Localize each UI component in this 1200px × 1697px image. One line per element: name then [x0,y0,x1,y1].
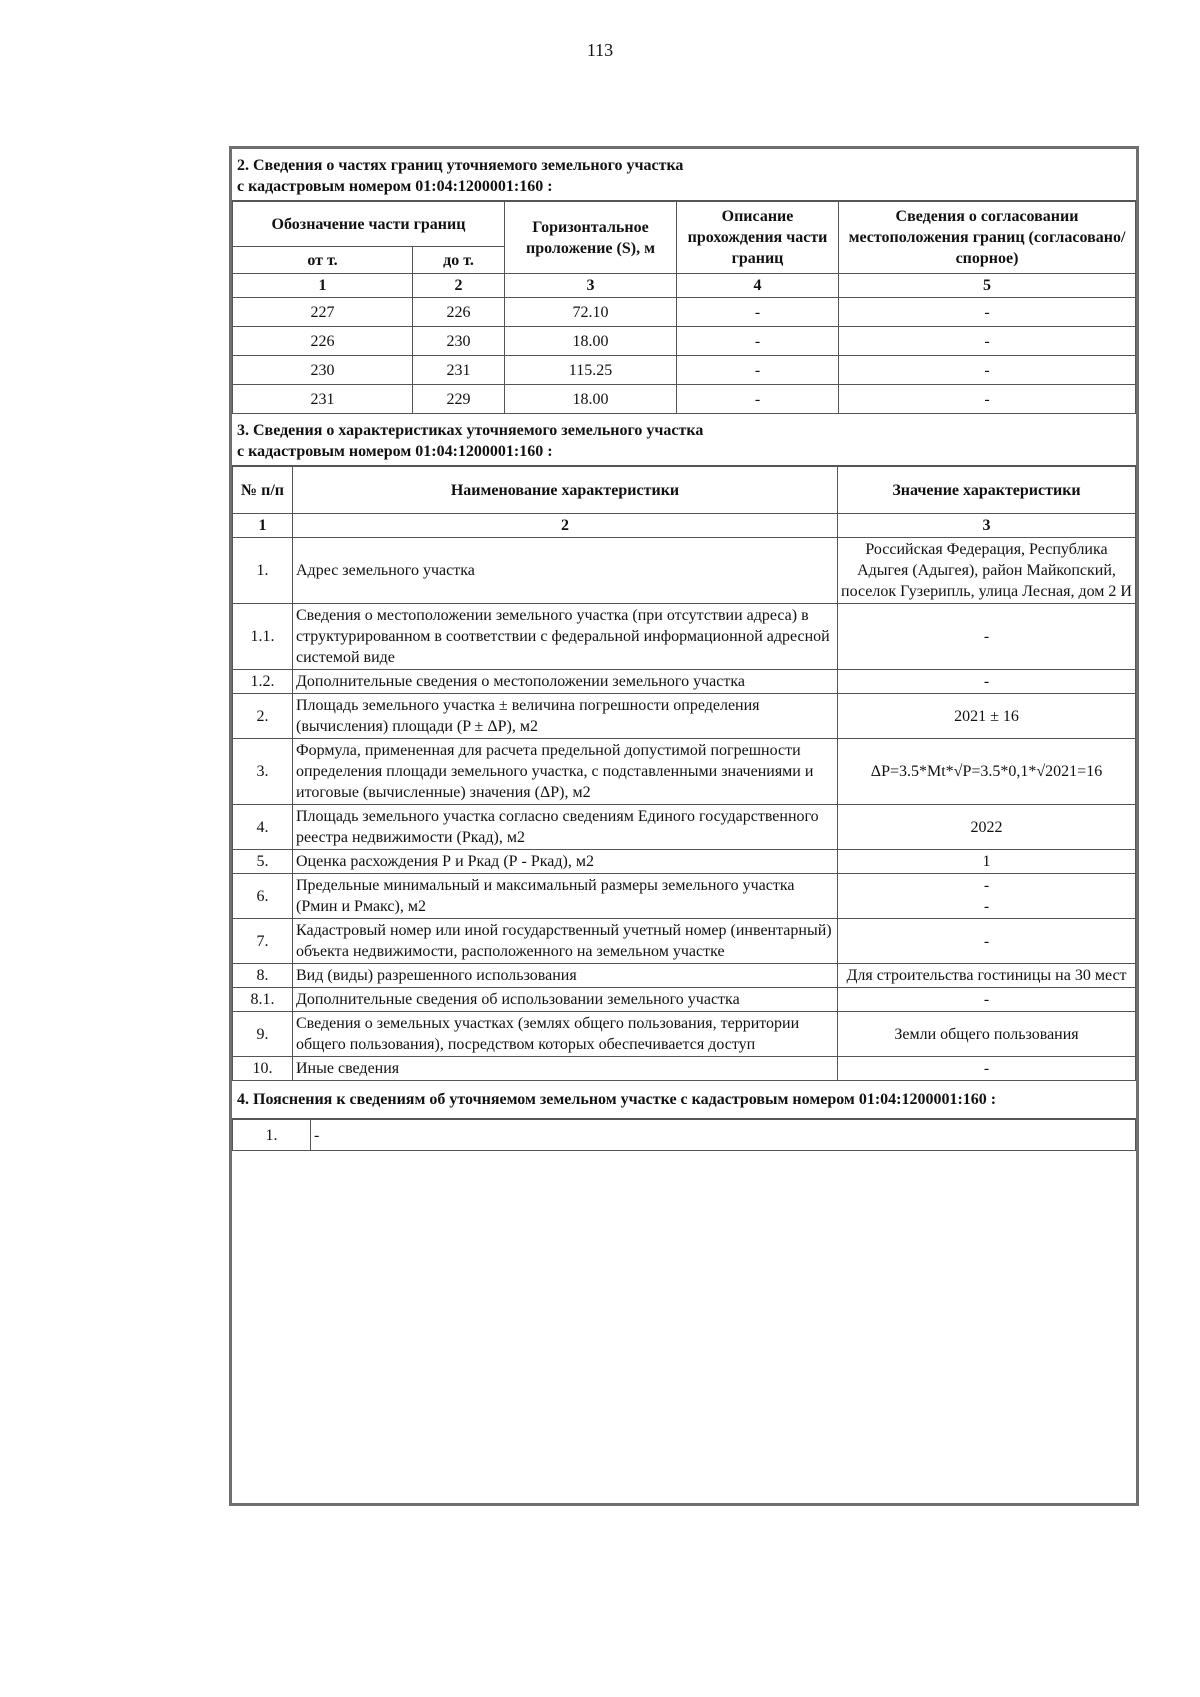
column-number: 2 [413,274,505,298]
table-row [233,739,1136,805]
column-number: 4 [677,274,839,298]
explanations-table [232,1119,1136,1151]
table-row [233,919,1136,964]
characteristic-value-header: Значение характеристики [838,467,1136,514]
table-row [233,805,1136,850]
to-point: 229 [413,385,505,414]
characteristic-name: Предельные минимальный и максимальный размеры земельного участка (Рмин и Рмакс), м2 [293,874,838,919]
from-point: 226 [233,327,413,356]
characteristic-value: Российская Федерация, Республика Адыгея (Адыгея), район Майкопский, поселок Гузерипль, улица Лесная, дом 2 И [838,538,1136,604]
section3-title-line2: с кадастровым номером 01:04:1200001:160 : [237,443,553,460]
table-row [233,964,1136,988]
table-row [233,327,1136,356]
table-row [233,988,1136,1012]
characteristic-name: Вид (виды) разрешенного использования [293,964,838,988]
agreement: - [839,298,1136,327]
from-point-header: от т. [233,247,413,274]
description: - [677,327,839,356]
characteristic-name: Формула, примененная для расчета предельной допустимой погрешности определения площади земельного участка, с подставленными значениями и итоговые (вычисленные) значения (ΔP), м2 [293,739,838,805]
to-point: 230 [413,327,505,356]
column-numbers-row [233,274,1136,298]
to-point: 231 [413,356,505,385]
row-number: 1.1. [233,604,293,670]
characteristic-value [838,874,1136,919]
characteristic-value: 1 [838,850,1136,874]
characteristic-value: Для строительства гостиницы на 30 мест [838,964,1136,988]
column-number: 1 [233,274,413,298]
characteristic-name: Дополнительные сведения о местоположении земельного участка [293,670,838,694]
table-row [233,1120,1136,1151]
description: - [677,385,839,414]
description: - [677,356,839,385]
description: - [677,298,839,327]
row-number: 6. [233,874,293,919]
horizontal-distance: 72.10 [505,298,677,327]
table-row [233,874,1136,919]
characteristic-value: Земли общего пользования [838,1012,1136,1057]
column-number: 1 [233,514,293,538]
column-numbers-row [233,514,1136,538]
characteristic-name-header: Наименование характеристики [293,467,838,514]
characteristic-value: ΔP=3.5*Mt*√P=3.5*0,1*√2021=16 [838,739,1136,805]
row-number: 1. [233,538,293,604]
table-row [233,1057,1136,1081]
section3-title [232,414,1136,466]
characteristic-value: 2021 ± 16 [838,694,1136,739]
explanation-text: - [311,1120,1136,1151]
min-size-value: - [983,877,990,894]
column-number: 5 [839,274,1136,298]
from-point: 230 [233,356,413,385]
number-header: № п/п [233,467,293,514]
characteristic-name: Кадастровый номер или иной государственный учетный номер (инвентарный) объекта недвижимости, расположенного на земельном участке [293,919,838,964]
boundary-parts-table [232,201,1136,414]
agreement-header: Сведения о согласовании местоположения границ (согласовано/спорное) [839,202,1136,274]
column-number: 2 [293,514,838,538]
section4-title: 4. Пояснения к сведениям об уточняемом земельном участке с кадастровым номером 01:04:1200001:160 : [232,1081,1136,1119]
row-number: 8.1. [233,988,293,1012]
table-row [233,604,1136,670]
row-number: 4. [233,805,293,850]
horizontal-header: Горизонтальное проложение (S), м [505,202,677,274]
agreement: - [839,385,1136,414]
document-frame [229,146,1139,1506]
to-point-header: до т. [413,247,505,274]
table-row [233,385,1136,414]
row-number: 1.2. [233,670,293,694]
table-row [233,670,1136,694]
characteristic-name: Сведения о местоположении земельного участка (при отсутствии адреса) в структурированном в соответствии с федеральной информационной адресной системой виде [293,604,838,670]
from-point: 227 [233,298,413,327]
column-number: 3 [505,274,677,298]
horizontal-distance: 115.25 [505,356,677,385]
row-number: 8. [233,964,293,988]
description-header: Описание прохождения части границ [677,202,839,274]
agreement: - [839,327,1136,356]
to-point: 226 [413,298,505,327]
characteristic-value: - [838,670,1136,694]
characteristic-name: Площадь земельного участка ± величина погрешности определения (вычисления) площади (P ± ΔP), м2 [293,694,838,739]
table-row [233,538,1136,604]
characteristic-value: - [838,604,1136,670]
characteristic-value: 2022 [838,805,1136,850]
row-number: 1. [233,1120,311,1151]
characteristic-value: - [838,1057,1136,1081]
row-number: 7. [233,919,293,964]
from-point: 231 [233,385,413,414]
section2-title-line2: с кадастровым номером 01:04:1200001:160 : [237,178,553,195]
characteristics-table [232,466,1136,1081]
characteristic-value: - [838,988,1136,1012]
page-number: 113 [586,40,614,60]
row-number: 2. [233,694,293,739]
empty-area [232,1151,1136,1329]
section3-title-line1: 3. Сведения о характеристиках уточняемого земельного участка [237,422,704,439]
characteristic-name: Площадь земельного участка согласно сведениям Единого государственного реестра недвижимости (Ркад), м2 [293,805,838,850]
max-size-value: - [983,898,990,915]
row-number: 10. [233,1057,293,1081]
table-row [233,356,1136,385]
table-row [233,850,1136,874]
table-row [233,694,1136,739]
row-number: 5. [233,850,293,874]
characteristic-name: Оценка расхождения Р и Ркад (Р - Ркад), м2 [293,850,838,874]
section2-title-line1: 2. Сведения о частях границ уточняемого земельного участка [237,157,684,174]
table-row [233,298,1136,327]
row-number: 3. [233,739,293,805]
characteristic-value: - [838,919,1136,964]
characteristic-name: Иные сведения [293,1057,838,1081]
horizontal-distance: 18.00 [505,385,677,414]
characteristic-name: Дополнительные сведения об использовании земельного участка [293,988,838,1012]
row-number: 9. [233,1012,293,1057]
horizontal-distance: 18.00 [505,327,677,356]
column-number: 3 [838,514,1136,538]
boundary-part-header: Обозначение части границ [233,202,505,247]
agreement: - [839,356,1136,385]
characteristic-name: Адрес земельного участка [293,538,838,604]
characteristic-name: Сведения о земельных участках (землях общего пользования, территории общего пользования), посредством которых обеспечивается доступ [293,1012,838,1057]
table-row [233,1012,1136,1057]
section2-title [232,149,1136,201]
